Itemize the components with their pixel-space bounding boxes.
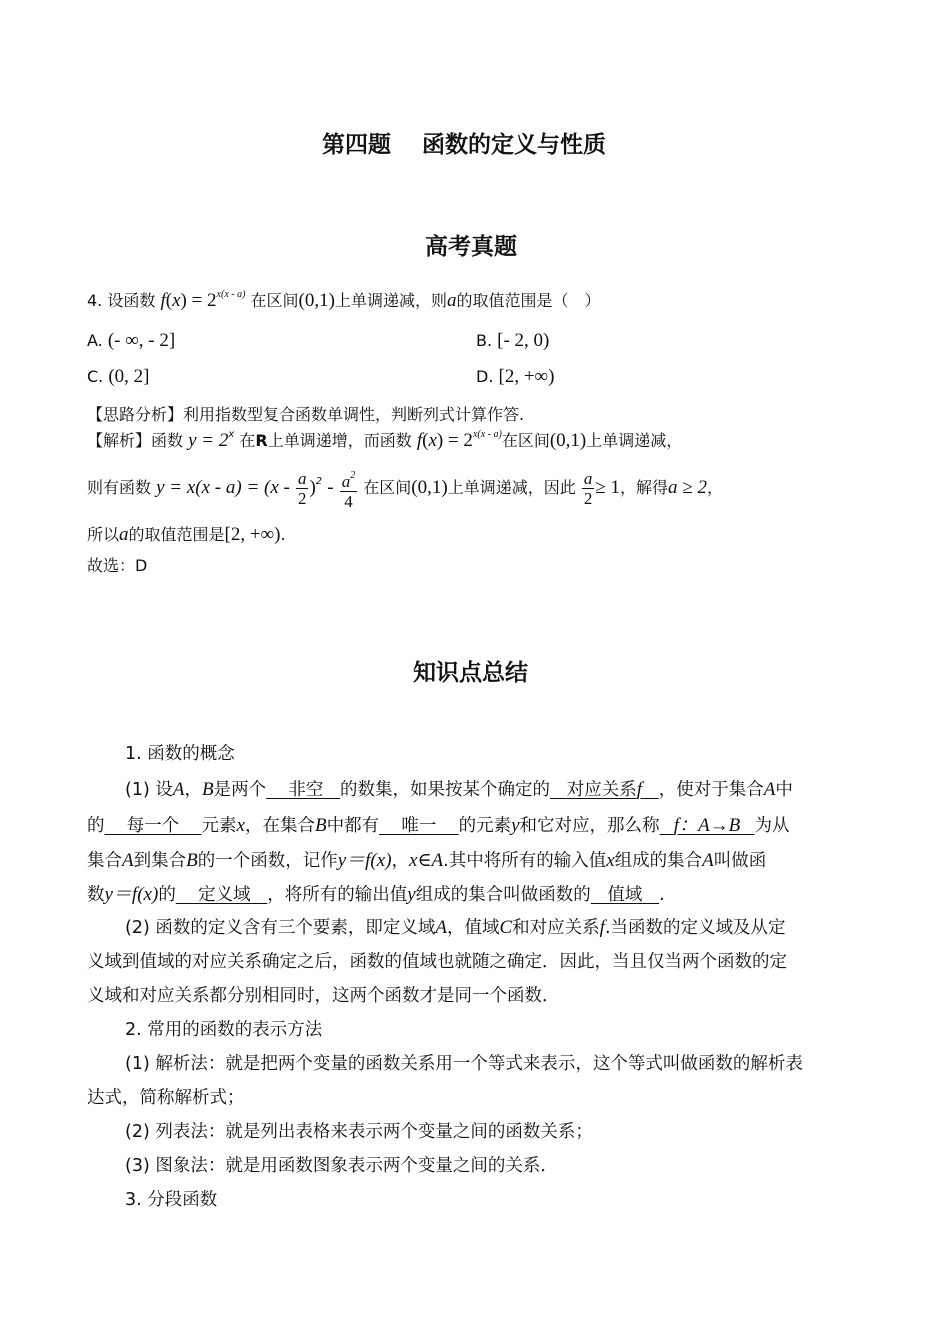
- text: ，: [184, 780, 202, 800]
- text: 和它对应，那么称: [519, 816, 660, 836]
- line3-end: .: [280, 525, 286, 544]
- interval-3: (0,1): [411, 477, 448, 498]
- blank-map: f：A→B: [673, 815, 741, 836]
- solution-label: 【解析】函数: [87, 431, 184, 450]
- blank-nonempty: 非空: [288, 780, 324, 800]
- text: 叫做函: [713, 851, 767, 871]
- text: 的: [87, 816, 105, 836]
- text: 的数集，如果按某个确定的: [340, 780, 551, 800]
- heading-representation: 2. 常用的函数的表示方法: [125, 1020, 323, 1040]
- blank-each: 每一个: [126, 816, 180, 836]
- element-line-1: [125, 914, 786, 939]
- option-a[interactable]: [87, 330, 175, 352]
- heading-concept: 1. 函数的概念: [125, 744, 235, 764]
- method-table: (2) 列表法：就是列出表格来表示两个变量之间的函数关系；: [125, 1122, 593, 1142]
- question-stem-interval-text: 在区间: [250, 291, 299, 310]
- blank-range: 值域: [607, 885, 643, 905]
- set-A: A: [763, 779, 776, 800]
- idea-analysis: 【思路分析】利用指数型复合函数单调性，判断列式计算作答.: [87, 405, 525, 424]
- var-y: y: [407, 884, 416, 905]
- blank-domain: 定义域: [198, 885, 251, 905]
- text: 为从: [754, 816, 790, 836]
- text: (2) 函数的定义含有三个要素，即定义域: [125, 918, 436, 938]
- line2-decreasing: 上单调递减，因此: [447, 478, 576, 497]
- option-d[interactable]: [476, 366, 554, 388]
- option-c-label: C.: [87, 367, 104, 386]
- text: 中都有: [326, 816, 380, 836]
- section-title-exam: 高考真题: [425, 234, 517, 260]
- concept-line-1: [125, 776, 793, 801]
- function-f: f: [160, 290, 166, 311]
- set-B: B: [314, 815, 327, 836]
- question-stem-prefix: 4. 设函数: [87, 291, 156, 310]
- text: 的元素: [458, 816, 512, 836]
- param-a-2: a: [119, 524, 129, 545]
- element-line-2: 义域到值域的对应关系确定之后，函数的值域也就随之确定．因此，当且仅当两个函数的定: [87, 952, 787, 972]
- text: ，: [391, 851, 410, 871]
- blank-unique: 唯一: [401, 816, 437, 836]
- solution-increasing: 上单调递增，而函数: [267, 431, 412, 450]
- option-b-label: B.: [476, 331, 493, 350]
- solution-line-3: [87, 522, 286, 546]
- solution-R: R: [255, 431, 268, 450]
- element-line-3: 义域和对应关系都分别相同时，这两个函数才是同一个函数．: [87, 986, 560, 1006]
- solution-y: y = 2: [188, 430, 229, 451]
- set-C: C: [499, 917, 513, 938]
- method-graph: (3) 图象法：就是用函数图象表示两个变量之间的关系．: [125, 1156, 558, 1176]
- line2-in: 在区间: [363, 478, 412, 497]
- set-A: A: [172, 779, 185, 800]
- text: (1) 设: [125, 780, 173, 800]
- text: ，使对于集合: [658, 780, 764, 800]
- line3-mid: 的取值范围是: [128, 525, 225, 544]
- text: .当函数的定义域及从定: [604, 918, 786, 938]
- fraction-a-over-2-b: $\frac{a}{2}$: [583, 469, 593, 508]
- method-analytic-2: 达式，简称解析式；: [87, 1088, 245, 1108]
- solution-line-1: 【解析】函数 $y = 2^x$ 在R上单调递增，而函数 $f(x) = 2^{x(x - a)}$在区间(0,1)上单调递减，: [87, 429, 683, 451]
- text: 是两个: [213, 780, 267, 800]
- solution-line-2: [87, 466, 723, 511]
- var-x: x: [606, 850, 615, 871]
- heading-piecewise: 3. 分段函数: [125, 1190, 218, 1210]
- formula: y＝f(x): [337, 850, 392, 871]
- answer: 故选：D: [87, 556, 148, 575]
- question-stem-range: 的取值范围是（ ）: [456, 291, 601, 310]
- text: ，将所有的输出值: [267, 885, 408, 905]
- line2-minus: -: [327, 477, 334, 498]
- fraction-a2-over-4: $\frac{a^2}{4}$: [340, 466, 358, 511]
- line2-square: 2: [315, 476, 323, 487]
- var-y: y: [511, 815, 520, 836]
- variable-x-2: x: [428, 430, 437, 451]
- text: 的一个函数，记作: [197, 851, 338, 871]
- concept-line-2: [87, 810, 790, 837]
- solution-decreasing: 上单调递减，: [586, 431, 683, 450]
- line2-ge1: ≥ 1: [595, 477, 620, 498]
- page-title: 第四题 函数的定义与性质: [322, 132, 607, 158]
- text: ，值域: [446, 918, 500, 938]
- option-a-value: (- ∞, - 2]: [107, 330, 176, 351]
- set-A: A: [435, 917, 447, 938]
- method-analytic-1: (1) 解析法：就是把两个变量的函数关系用一个等式来表示，这个等式叫做函数的解析表: [125, 1054, 803, 1074]
- var-x: x: [236, 815, 245, 836]
- solution-on: 在: [239, 431, 256, 450]
- param-a: a: [446, 290, 457, 311]
- option-c-value: (0, 2]: [108, 366, 150, 387]
- text: 到集合: [133, 851, 187, 871]
- exponent: x(x - a): [216, 289, 246, 300]
- exponent-2: x(x - a): [472, 429, 502, 440]
- text: 元素: [201, 816, 237, 836]
- option-a-label: A.: [87, 331, 103, 350]
- text: 的: [158, 885, 176, 905]
- line2-solve: ，解得: [620, 478, 669, 497]
- equals-two: ) = 2: [180, 290, 217, 311]
- line2-comma: ，: [706, 478, 723, 497]
- solution-in: 在区间: [501, 431, 550, 450]
- interval: (0,1): [298, 290, 335, 311]
- question-stem: 4. 设函数 $f(x) = 2^{x(x - a)}$ 在区间(0,1)上单调递减，则a的取值范围是（ ）: [87, 289, 601, 311]
- option-c[interactable]: [87, 366, 150, 388]
- set-B: B: [201, 779, 214, 800]
- formula: x∈A: [409, 850, 444, 871]
- text: 组成的集合叫做函数的: [415, 885, 591, 905]
- question-stem-decreasing: 上单调递减，则: [334, 291, 447, 310]
- option-d-label: D.: [476, 367, 494, 386]
- set-A: A: [122, 850, 134, 871]
- equals-two-2: ) = 2: [436, 430, 473, 451]
- option-b-value: [- 2, 0): [497, 330, 550, 351]
- function-f-2: f: [416, 430, 423, 451]
- line3-prefix: 所以: [87, 525, 120, 544]
- option-d-value: [2, +∞): [498, 366, 555, 387]
- fraction-a-over-2: $\frac{a}{2}$: [297, 469, 307, 508]
- text: .其中将所有的输入值: [443, 851, 607, 871]
- line2-result: a ≥ 2: [668, 477, 707, 498]
- line2-expr1: y = x(x - a) = (x -: [156, 477, 290, 498]
- interval-2: (0,1): [549, 430, 587, 451]
- option-b[interactable]: [476, 330, 549, 352]
- text: 集合: [87, 851, 122, 871]
- line2-prefix: 则有函数: [87, 478, 152, 497]
- text: ，在集合: [244, 816, 315, 836]
- line3-range: [2, +∞): [224, 524, 281, 545]
- concept-line-3: [87, 845, 766, 872]
- text: 中: [775, 780, 793, 800]
- set-A: A: [702, 850, 714, 871]
- formula: y＝f(x): [104, 884, 159, 905]
- section-title-knowledge: 知识点总结: [413, 660, 528, 686]
- text: 组成的集合: [614, 851, 703, 871]
- text: .: [659, 885, 665, 905]
- solution-exp: x: [228, 429, 235, 440]
- func-f: f: [599, 917, 605, 938]
- blank-correspondence: 对应关系f: [566, 779, 643, 800]
- concept-line-4: [87, 879, 665, 906]
- text: 和对应关系: [512, 918, 600, 938]
- variable-x: x: [172, 290, 181, 311]
- text: 数: [87, 885, 105, 905]
- line2-close: ): [309, 477, 316, 498]
- set-B: B: [186, 850, 198, 871]
